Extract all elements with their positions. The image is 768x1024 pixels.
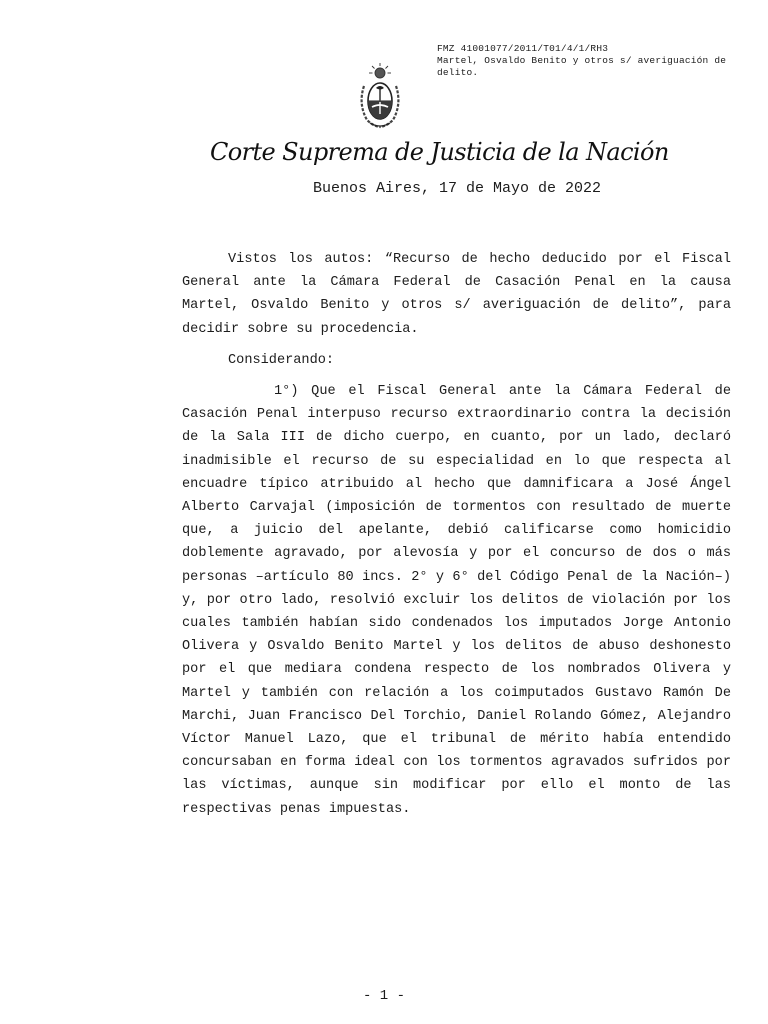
paragraph-considerando: Considerando: [228, 352, 335, 368]
ruling-date: Buenos Aires, 17 de Mayo de 2022 [313, 180, 602, 197]
page-number: - 1 - [362, 988, 405, 1004]
case-reference [437, 43, 737, 79]
ruling-body [182, 248, 731, 829]
court-title: Corte Suprema de Justicia de la Nación [210, 138, 669, 166]
national-coat-of-arms-emblem [355, 62, 405, 130]
paragraph-vistos: Vistos los autos: “Recurso de hecho deducido por el Fiscal General ante la Cámara Federal de Casación Penal en la causa Martel, Osvaldo Benito y otros s/ averiguación de delito”, para decidir sobre su procedencia. [182, 252, 731, 337]
paragraph-first-consideration: 1°) Que el Fiscal General ante la Cámara Federal de Casación Penal interpuso recurso extraordinario contra la decisión de la Sala III de dicho cuerpo, en cuanto, por un lado, declaró inadmisible el recurso de su especialidad en lo que respecta al encuadre típico atribuido al hecho que damnificara a José Ángel Alberto Carvajal (imposición de tormentos con resultado de muerte que, a juicio del apelante, debió calificarse como homicidio doblemente agravado, por alevosía y por el concurso de dos o más personas –artículo 80 incs. 2° y 6° del Código Penal de la Nación–) y, por otro lado, resolvió excluir los delitos de violación por los cuales también habían sido condenados los imputados Jorge Antonio Olivera y Osvaldo Benito Martel y los delitos de abuso deshonesto por el que mediara condena respecto de los nombrados Olivera y Martel y también con relación a los coimputados Gustavo Ramón De Marchi, Juan Francisco Del Torchio, Daniel Rolando Gómez, Alejandro Víctor Manuel Lazo, que el tribunal de mérito había entendido concursaban en forma ideal con los tormentos agravados sufridos por las víctimas, aunque sin modificar por ello el monto de las respectivas penas impuestas. [182, 384, 731, 817]
case-caption: Martel, Osvaldo Benito y otros s/ averiguación de delito. [437, 55, 733, 78]
case-number: FMZ 41001077/2011/T01/4/1/RH3 [437, 43, 609, 54]
